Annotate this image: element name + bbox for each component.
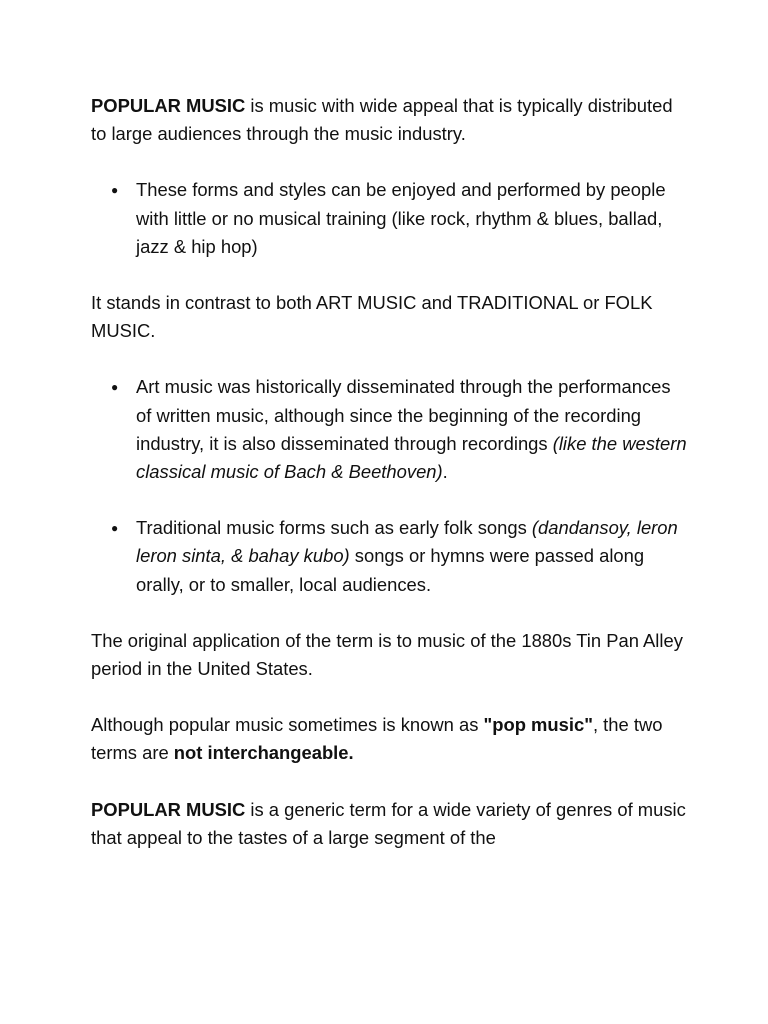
list-item [91, 373, 691, 486]
training-bullet-text: These forms and styles can be enjoyed and performed by people with little or no musical training (like rock, rhythm & blues, ballad, jazz & hip hop) [136, 179, 666, 257]
popular-music-term: POPULAR MUSIC [91, 798, 246, 820]
origin-paragraph: The original application of the term is to music of the 1880s Tin Pan Alley period in the United States. [91, 629, 683, 680]
art-music-text: Art music was historically disseminated through the performances of written music, although since the beginning of the recording industry, it is also disseminated through recordings [136, 376, 671, 454]
list-item [91, 514, 691, 599]
traditional-music-start: Traditional music forms such as early folk songs [136, 517, 532, 539]
traditional-music-end: songs or hymns were passed along orally, or to smaller, local audiences. [136, 545, 645, 595]
training-list [91, 176, 691, 261]
document-page [91, 92, 691, 852]
pop-music-start: Although popular music sometimes is known as [91, 714, 484, 736]
list-item [91, 176, 691, 261]
art-music-period: . [442, 461, 448, 483]
generic-term-paragraph [91, 796, 691, 852]
intro-paragraph [91, 92, 691, 148]
not-interchangeable-term: not interchangeable. [173, 742, 354, 764]
traditional-music-example: (dandansoy, leron leron sinta, & bahay kubo) [136, 517, 678, 567]
pop-music-middle: , the two terms are [91, 714, 663, 764]
pop-music-term: "pop music" [483, 714, 593, 736]
art-music-example: (like the western classical music of Bach & Beethoven) [136, 432, 687, 483]
generic-term-text: is a generic term for a wide variety of genres of music that appeal to the tastes of a large segment of the [91, 798, 686, 848]
pop-music-paragraph [91, 711, 691, 767]
music-types-list [91, 373, 691, 598]
popular-music-term: POPULAR MUSIC [91, 95, 246, 116]
intro-text: is music with wide appeal that is typically distributed to large audiences through the music industry. [91, 95, 673, 145]
contrast-paragraph: It stands in contrast to both ART MUSIC and TRADITIONAL or FOLK MUSIC. [91, 292, 653, 342]
